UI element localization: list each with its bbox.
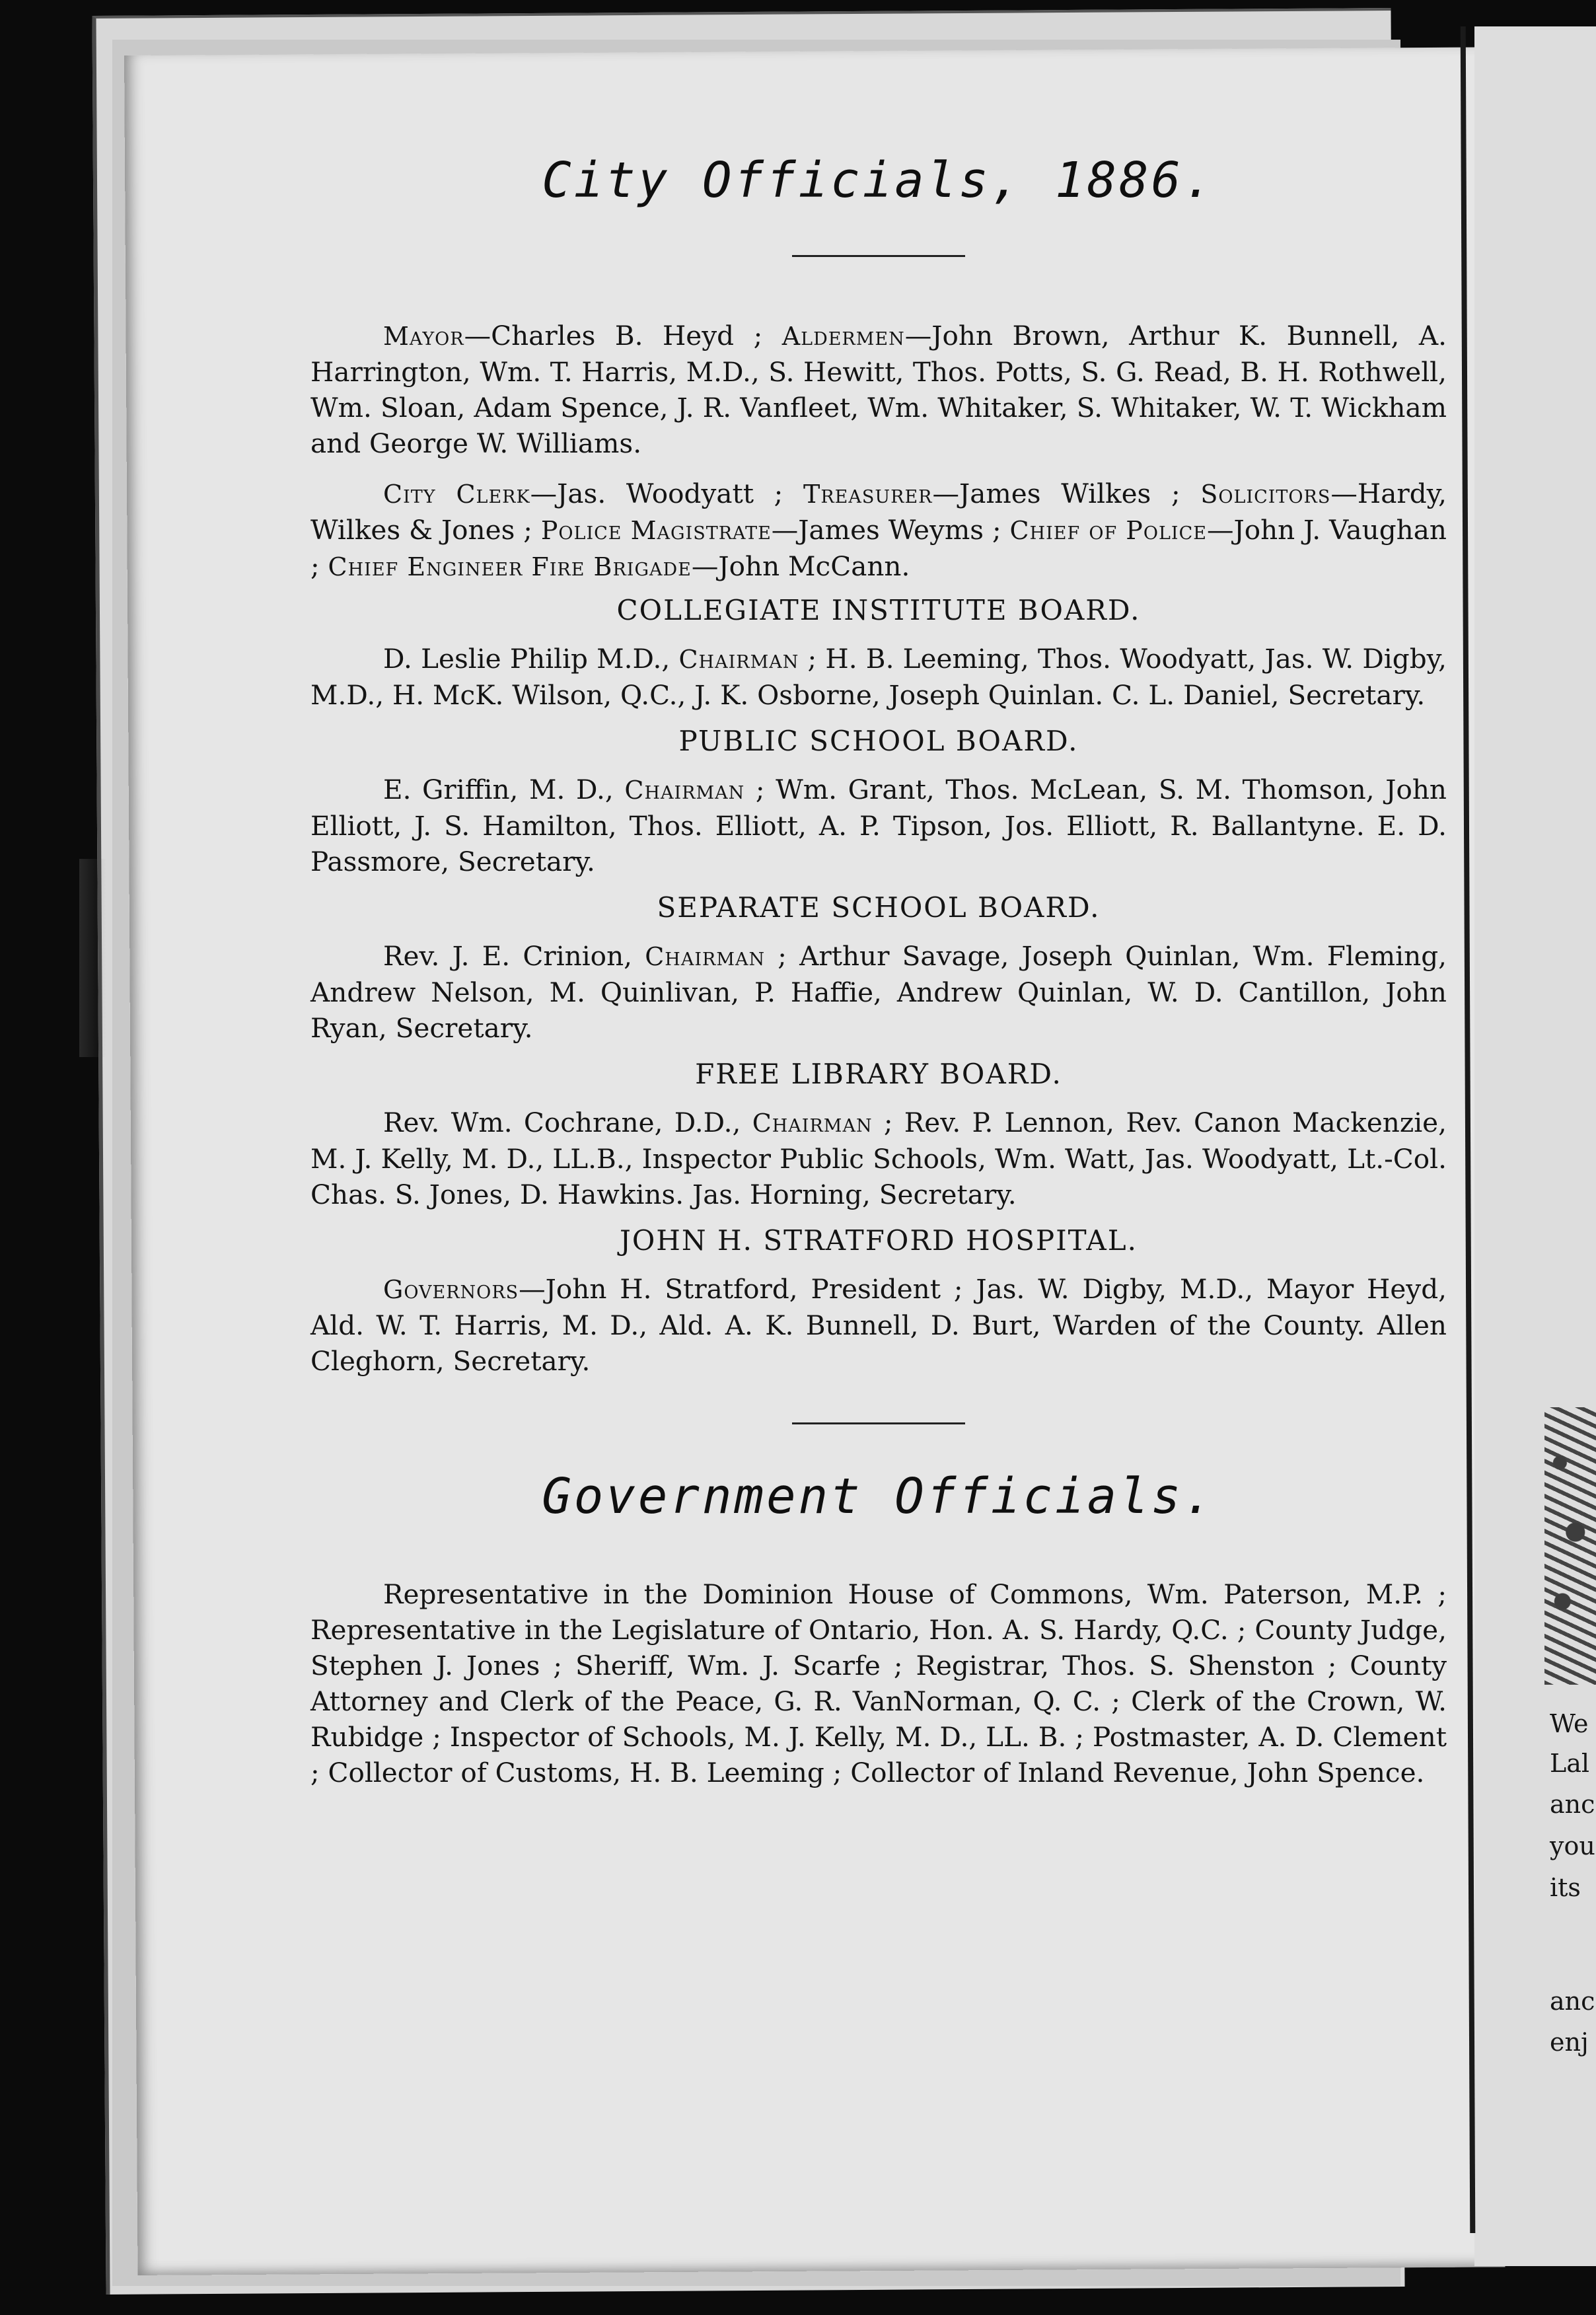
office-title: Chief of Police bbox=[1009, 516, 1207, 545]
facing-page-fragment: anc bbox=[1550, 1987, 1595, 2016]
text-run: —Charles B. Heyd ; bbox=[464, 320, 782, 351]
office-title: Police Magistrate bbox=[540, 516, 772, 545]
office-title: Solicitors bbox=[1200, 480, 1331, 509]
facing-page-fragment: We bbox=[1550, 1709, 1589, 1738]
text-run: —Jas. Woodyatt ; bbox=[530, 478, 803, 509]
text-run: ; Rev. P. Lennon, Rev. Canon Mackenzie, M. J. Kelly, M. D., LL.B., Inspector Public Schools, Wm. Watt, Jas. Woodyatt, Lt.-Col. Chas. S. Jones, D. Hawkins. Jas. Horning, Secretary. bbox=[310, 1107, 1447, 1210]
text-run: —John Brown, Arthur K. Bunnell, A. Harrington, Wm. T. Harris, M.D., S. Hewitt, Thos. Potts, S. G. Read, B. H. Rothwell, Wm. Sloan, Adam Spence, J. R. Vanfleet, Wm. Whitaker, S. Whitaker, W. T. Wickham and George W. Williams. bbox=[310, 320, 1447, 459]
facing-page-fragment: its bbox=[1550, 1873, 1581, 1902]
title-rule bbox=[792, 255, 965, 257]
page-shadow bbox=[79, 859, 106, 1057]
board-heading: JOHN H. STRATFORD HOSPITAL. bbox=[620, 1224, 1138, 1257]
text-run: —James Wilkes ; bbox=[932, 478, 1201, 509]
office-title: Treasurer bbox=[803, 480, 933, 509]
text-run: ; Wm. Grant, Thos. McLean, S. M. Thomson, John Elliott, J. S. Hamilton, Thos. Elliott, A. P. Tipson, Jos. Elliott, R. Ballantyne. E. D. Passmore, Secretary. bbox=[310, 774, 1447, 877]
text-run: —Hardy, Wilkes & Jones ; bbox=[310, 478, 1447, 546]
text-run: —John J. Vaughan ; bbox=[310, 514, 1447, 582]
city-paragraph bbox=[310, 318, 1447, 461]
text-run: —John McCann. bbox=[691, 550, 910, 582]
text-run: D. Leslie Philip M.D., bbox=[383, 643, 679, 675]
facing-page-fragment: Lal bbox=[1550, 1749, 1590, 1778]
office-title: Chairman bbox=[645, 942, 766, 971]
text-run: Rev. Wm. Cochrane, D.D., bbox=[383, 1107, 752, 1138]
text-run: ; Arthur Savage, Joseph Quinlan, Wm. Fleming, Andrew Nelson, M. Quinlivan, P. Haffie, Andrew Quinlan, W. D. Cantillon, John Ryan, Secretary. bbox=[310, 940, 1447, 1044]
text-run: ; H. B. Leeming, Thos. Woodyatt, Jas. W. Digby, M.D., H. McK. Wilson, Q.C., J. K. Osborne, Joseph Quinlan. C. L. Daniel, Secretary. bbox=[310, 643, 1447, 711]
boards-section bbox=[310, 594, 1447, 1379]
city-officials-section bbox=[310, 318, 1447, 585]
office-title: Chairman bbox=[752, 1109, 873, 1138]
office-title: Chief Engineer Fire Brigade bbox=[328, 552, 692, 581]
text-run: —James Weyms ; bbox=[771, 514, 1010, 546]
board-paragraph bbox=[310, 641, 1447, 713]
document-content bbox=[310, 152, 1447, 1790]
board-paragraph bbox=[310, 1105, 1447, 1212]
facing-page-fragment: you bbox=[1550, 1831, 1595, 1860]
section-rule bbox=[792, 1422, 965, 1424]
board-heading: COLLEGIATE INSTITUTE BOARD. bbox=[616, 594, 1141, 626]
city-officials-title: City Officials, 1886. bbox=[542, 152, 1215, 209]
text-run: Rev. J. E. Crinion, bbox=[383, 940, 645, 972]
board-heading: FREE LIBRARY BOARD. bbox=[695, 1058, 1062, 1090]
board-paragraph bbox=[310, 772, 1447, 879]
board-paragraph bbox=[310, 938, 1447, 1046]
text-run: —John H. Stratford, President ; Jas. W. Digby, M.D., Mayor Heyd, Ald. W. T. Harris, M. D., Ald. A. K. Bunnell, D. Burt, Warden of the County. Allen Cleghorn, Secretary. bbox=[310, 1273, 1447, 1377]
board-paragraph bbox=[310, 1271, 1447, 1379]
office-title: Mayor bbox=[383, 322, 464, 351]
city-paragraph bbox=[310, 476, 1447, 585]
text-run: E. Griffin, M. D., bbox=[383, 774, 625, 805]
board-heading: SEPARATE SCHOOL BOARD. bbox=[657, 891, 1101, 924]
office-title: City Clerk bbox=[383, 480, 530, 509]
facing-page-fragment: enj bbox=[1550, 2028, 1589, 2057]
office-title: Chairman bbox=[678, 645, 799, 674]
government-officials-paragraph: Representative in the Dominion House of Commons, Wm. Paterson, M.P. ; Representative in the Legislature of Ontario, Hon. A. S. Hardy, Q.C. ; County Judge, Stephen J. Jones ; Sheriff, Wm. J. Scarfe ; Registrar, Thos. S. Shenston ; County Attorney and Clerk of the Peace, G. R. VanNorman, Q. C. ; Clerk of the Crown, W. Rubidge ; Inspector of Schools, M. J. Kelly, M. D., LL. B. ; Postmaster, A. D. Clement ; Collector of Customs, H. B. Leeming ; Collector of Inland Revenue, John Spence. bbox=[310, 1578, 1447, 1788]
office-title: Chairman bbox=[624, 776, 745, 805]
ornament-graphic bbox=[1544, 1407, 1596, 1685]
government-officials-title: Government Officials. bbox=[542, 1468, 1215, 1525]
office-title: Aldermen bbox=[781, 322, 905, 351]
facing-page bbox=[1474, 26, 1596, 2266]
board-heading: PUBLIC SCHOOL BOARD. bbox=[678, 725, 1079, 757]
facing-page-fragment: anc bbox=[1550, 1790, 1595, 1819]
office-title: Governors bbox=[383, 1275, 519, 1304]
